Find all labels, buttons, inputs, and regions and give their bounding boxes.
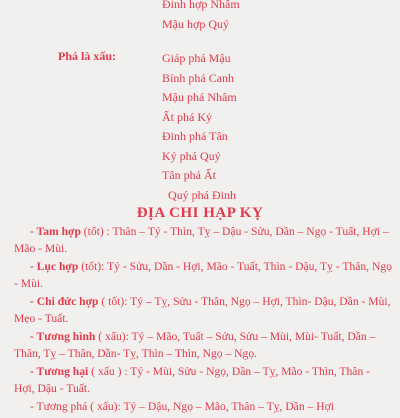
entry-text: (tốt): Tý - Sửu, Dần - Hợi, Mão - Tuất, Thìn - Dậu, Tỵ - Thân, Ngọ - Mùi. bbox=[14, 260, 392, 290]
entry-luc-hop bbox=[14, 259, 392, 292]
entry-tuong-hinh bbox=[14, 329, 392, 362]
pha-item: Mậu phá Nhâm bbox=[162, 90, 237, 104]
pha-item: Đinh phá Tân bbox=[162, 129, 228, 143]
section-title: ĐỊA CHI HẠP KỴ bbox=[136, 205, 264, 221]
entry-tuong-pha bbox=[14, 399, 392, 416]
entry-term: - Tương hình bbox=[30, 330, 96, 343]
pha-item: Ất phá Kỷ bbox=[162, 109, 212, 124]
pair-item: Mậu hợp Quý bbox=[162, 17, 230, 31]
entry-term: - Tam hợp bbox=[30, 225, 81, 238]
entry-term: - Tương hại bbox=[30, 365, 89, 378]
pair-item: Đinh hợp Nhâm bbox=[162, 0, 240, 11]
pha-list bbox=[162, 49, 237, 205]
entry-text: (tốt) : Thân – Tý - Thìn, Tỵ – Dậu - Sửu, Dần – Ngọ - Tuất, Hợi – Mão - Mùi. bbox=[14, 225, 389, 255]
entry-term: - Chi đức hợp bbox=[30, 295, 99, 308]
entry-tuong-hai bbox=[14, 364, 392, 397]
pha-item: Kỷ phá Quý bbox=[162, 148, 221, 163]
pha-label: Phá là xấu: bbox=[58, 49, 117, 63]
pha-item: Bính phá Canh bbox=[162, 70, 234, 85]
top-pairs-list bbox=[162, 0, 240, 34]
entry-text: ( xấu): Tý – Mão, Tuất – Sửu, Sửu – Mùi, Mùi- Tuất, Dần – Thân, Tỵ – Thân, Dần- Tỵ, Thìn – Thìn, Ngọ – Ngọ. bbox=[14, 330, 376, 360]
entry-text: ( xấu): Tý – Dậu, Ngọ – Mão, Thân – Tỵ, Dần – Hợi bbox=[87, 400, 334, 413]
pha-item: Quý phá Đinh bbox=[168, 187, 236, 202]
entry-text: ( tốt): Tý – Tỵ, Sửu - Thân, Ngọ – Hợi, Thìn- Dậu, Dần - Mùi, Mẹo - Tuất. bbox=[14, 295, 391, 325]
pha-item: Tân phá Ất bbox=[162, 168, 216, 182]
entry-tam-hop bbox=[14, 224, 392, 257]
entry-term: - Lục hợp bbox=[30, 260, 79, 273]
pha-item: Giáp phá Mậu bbox=[162, 51, 231, 65]
entry-chi-duc-hop bbox=[14, 294, 392, 327]
entry-text: ( xấu ) : Tý - Mùi, Sửu - Ngọ, Dần – Tỵ, Mão - Thìn, Thân - Hợi, Dậu - Tuất. bbox=[14, 365, 370, 395]
entry-term: - Tương phá bbox=[30, 400, 88, 413]
body-text bbox=[14, 224, 392, 418]
